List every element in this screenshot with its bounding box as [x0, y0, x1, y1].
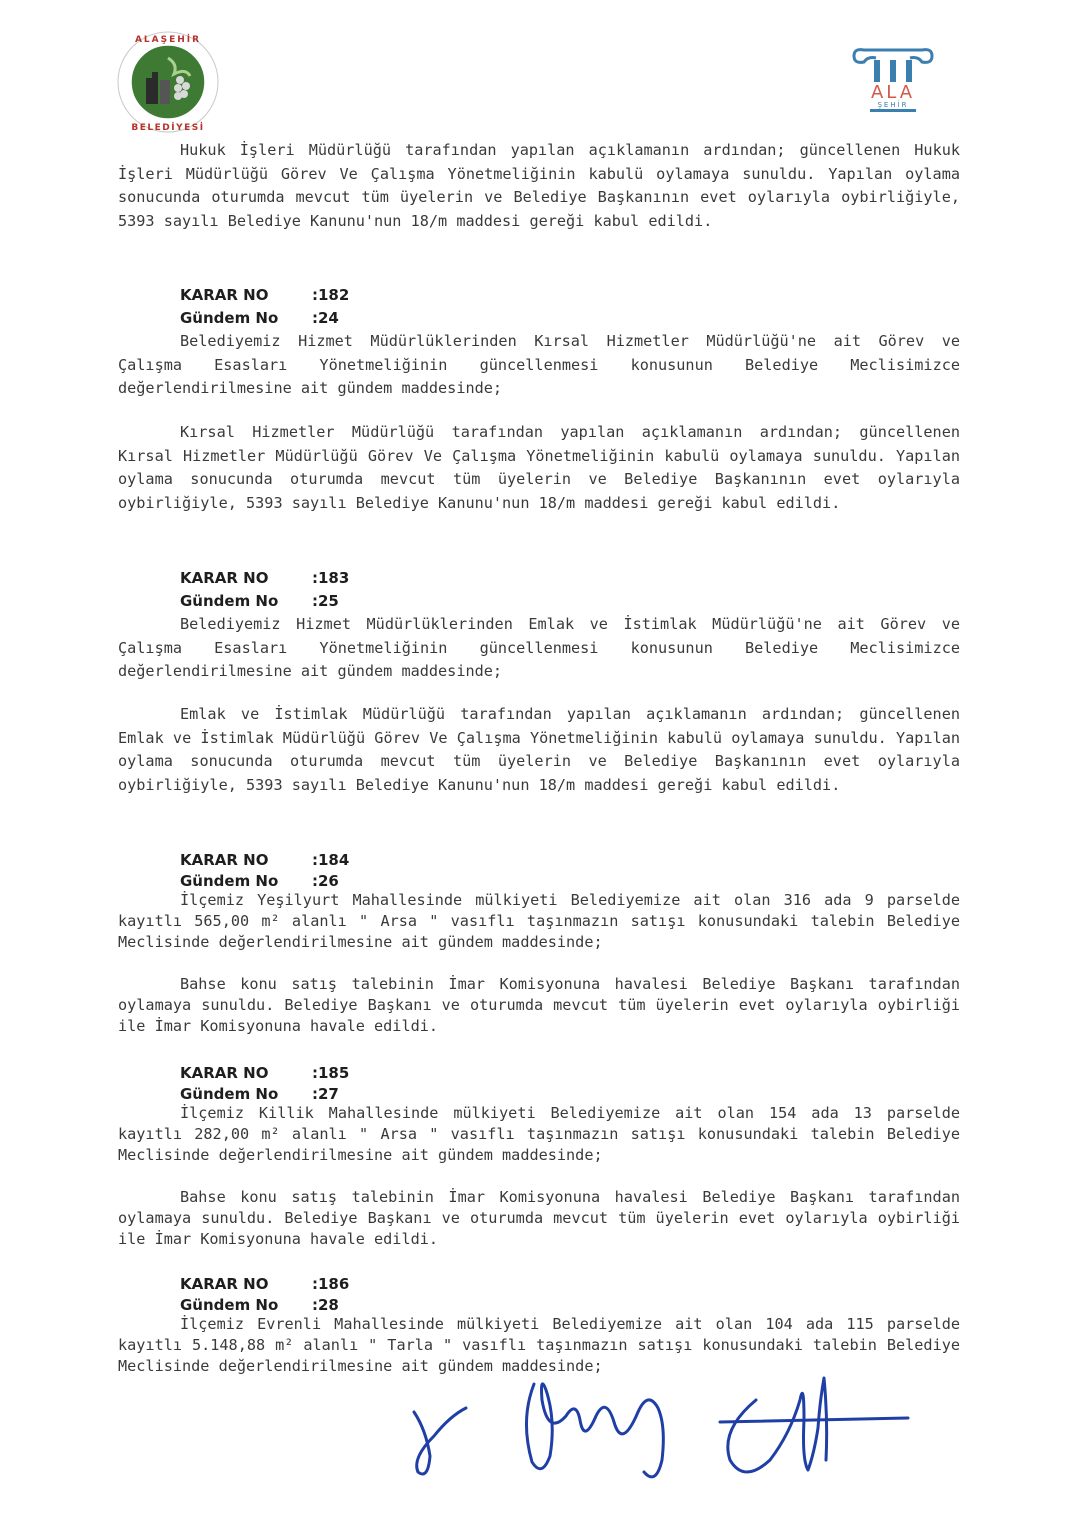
decision-182-paragraph-2: Kırsal Hizmetler Müdürlüğü tarafından yapılan açıklamanın ardından; güncellenen Kırsal Hizmetler Müdürlüğü Görev Ve Çalışma Yönetmeliğinin kabulü oylamaya sunuldu. Yapılan oylama sonucunda oturumda mevcut tüm üyelerin ve Belediye Başkanının evet oylarıyla oybirliğiyle, 5393 sayılı Belediye Kanunu'nun 18/m maddesi gereği kabul edildi. [118, 423, 960, 512]
gundem-no-value: :25 [312, 592, 339, 610]
gundem-no-value: :27 [312, 1085, 339, 1103]
gundem-no-value: :28 [312, 1296, 339, 1314]
decision-183-paragraph-2: Emlak ve İstimlak Müdürlüğü tarafından yapılan açıklamanın ardından; güncellenen Emlak ve İstimlak Müdürlüğü Görev Ve Çalışma Yönetmeliğinin kabulü oylamaya sunuldu. Yapılan oylama sonucunda oturumda mevcut tüm üyelerin ve Belediye Başkanının evet oylarıyla oybirliğiyle, 5393 sayılı Belediye Kanunu'nun 18/m maddesi gereği kabul edildi. [118, 705, 960, 794]
karar-no-label: KARAR NO [180, 1275, 269, 1293]
gundem-no-label: Gündem No [180, 309, 279, 327]
decision-header-183 [180, 567, 349, 613]
decision-header-185 [180, 1063, 349, 1105]
gundem-no-label: Gündem No [180, 592, 279, 610]
karar-no-value: :186 [312, 1275, 350, 1293]
gundem-no-label: Gündem No [180, 1296, 279, 1314]
karar-no-value: :183 [312, 569, 350, 587]
signature-3-underline [720, 1418, 908, 1422]
signature-3 [728, 1378, 827, 1472]
svg-text:ŞEHİR: ŞEHİR [877, 101, 909, 109]
alasehir-municipality-seal-logo [112, 28, 224, 136]
signature-1 [414, 1408, 466, 1474]
karar-no-value: :185 [312, 1064, 350, 1082]
decision-185-paragraph-2: Bahse konu satış talebinin İmar Komisyonuna havalesi Belediye Başkanı tarafından oylamaya sunuldu. Belediye Başkanı ve oturumda mevcut tüm üyelerin evet oylarıyla oybirliği ile İmar Komisyonuna havale edildi. [118, 1188, 960, 1248]
decision-header-182 [180, 284, 349, 330]
decision-header-184 [180, 850, 349, 892]
svg-text:BELEDİYESİ: BELEDİYESİ [131, 123, 205, 133]
svg-text:ALA: ALA [870, 82, 916, 103]
decision-184-paragraph-2: Bahse konu satış talebinin İmar Komisyonuna havalesi Belediye Başkanı tarafından oylamaya sunuldu. Belediye Başkanı ve oturumda mevcut tüm üyelerin evet oylarıyla oybirliği ile İmar Komisyonuna havale edildi. [118, 975, 960, 1035]
gundem-no-value: :26 [312, 872, 339, 890]
decision-186-paragraph-1: İlçemiz Evrenli Mahallesinde mülkiyeti Belediyemize ait olan 104 ada 115 parselde kayıtlı 5.148,88 m² alanlı " Tarla " vasıflı taşınmazın satışı konusundaki talebin Belediye Meclisinde değerlendirilmesine ait gündem maddesinde; [118, 1315, 960, 1375]
decision-183-paragraph-1: Belediyemiz Hizmet Müdürlüklerinden Emlak ve İstimlak Müdürlüğü'ne ait Görev ve Çalışma Esasları Yönetmeliğinin güncellenmesi konusunun Belediye Meclisimizce değerlendirilmesine ait gündem maddesinde; [118, 615, 960, 681]
decision-184-paragraph-1: İlçemiz Yeşilyurt Mahallesinde mülkiyeti Belediyemize ait olan 316 ada 9 parselde kayıtlı 565,00 m² alanlı " Arsa " vasıflı taşınmazın satışı konusundaki talebin Belediye Meclisinde değerlendirilmesine ait gündem maddesinde; [118, 891, 960, 951]
gundem-no-label: Gündem No [180, 872, 279, 890]
karar-no-label: KARAR NO [180, 286, 269, 304]
karar-no-label: KARAR NO [180, 569, 269, 587]
decision-header-186 [180, 1274, 349, 1316]
signature-2 [526, 1384, 663, 1477]
karar-no-label: KARAR NO [180, 851, 269, 869]
decision-185-paragraph-1: İlçemiz Killik Mahallesinde mülkiyeti Belediyemize ait olan 154 ada 13 parselde kayıtlı 282,00 m² alanlı " Arsa " vasıflı taşınmazın satışı konusundaki talebin Belediye Meclisinde değerlendirilmesine ait gündem maddesinde; [118, 1104, 960, 1164]
karar-no-label: KARAR NO [180, 1064, 269, 1082]
gundem-no-value: :24 [312, 309, 339, 327]
handwritten-signatures [400, 1360, 920, 1490]
karar-no-value: :184 [312, 851, 350, 869]
svg-text:ALAŞEHİR: ALAŞEHİR [134, 35, 202, 45]
decision-182-paragraph-1: Belediyemiz Hizmet Müdürlüklerinden Kırsal Hizmetler Müdürlüğü'ne ait Görev ve Çalışma Esasları Yönetmeliğinin güncellenmesi konusunun Belediye Meclisimizce değerlendirilmesine ait gündem maddesinde; [118, 332, 960, 398]
gundem-no-label: Gündem No [180, 1085, 279, 1103]
karar-no-value: :182 [312, 286, 350, 304]
ala-sehir-column-logo [848, 46, 938, 114]
intro-paragraph: Hukuk İşleri Müdürlüğü tarafından yapılan açıklamanın ardından; güncellenen Hukuk İşleri Müdürlüğü Görev Ve Çalışma Yönetmeliğinin kabulü oylamaya sunuldu. Yapılan oylama sonucunda oturumda mevcut tüm üyelerin ve Belediye Başkanının evet oylarıyla oybirliğiyle, 5393 sayılı Belediye Kanunu'nun 18/m maddesi gereği kabul edildi. [118, 141, 960, 230]
